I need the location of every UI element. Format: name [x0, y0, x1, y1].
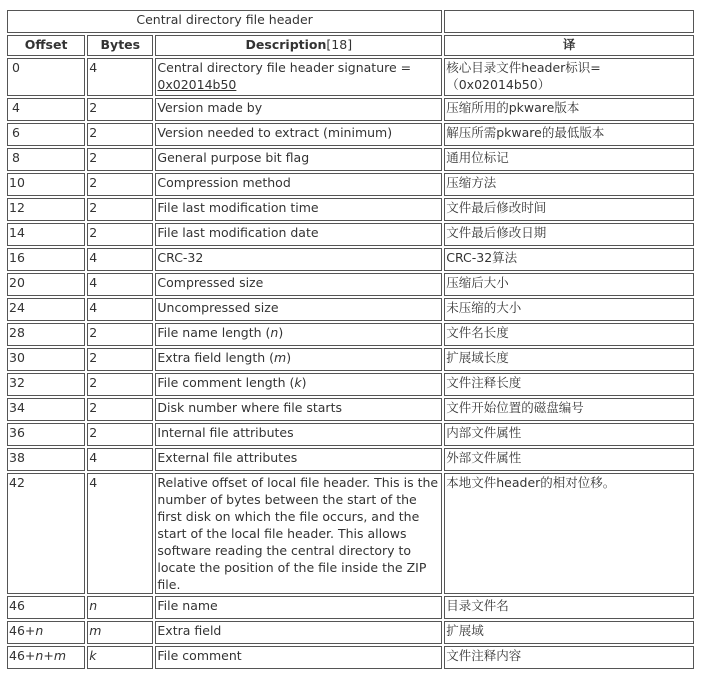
offset-cell: 30: [7, 348, 85, 371]
description-close: ): [278, 325, 284, 340]
variable-k: k: [294, 375, 302, 390]
table-row: [7, 398, 694, 421]
description-cell: CRC-32: [155, 248, 442, 271]
offset-cell: 0: [7, 58, 85, 96]
offset-cell: 16: [7, 248, 85, 271]
description-cell: Disk number where file starts: [155, 398, 442, 421]
offset-cell: 36: [7, 423, 85, 446]
description-cell: Compressed size: [155, 273, 442, 296]
bytes-cell: 2: [87, 198, 153, 221]
offset-cell: 12: [7, 198, 85, 221]
bytes-cell: 4: [87, 448, 153, 471]
offset-cell: [7, 621, 85, 644]
bytes-cell: 2: [87, 123, 153, 146]
bytes-cell: 2: [87, 223, 153, 246]
table-row: [7, 148, 694, 171]
table-row: [7, 323, 694, 346]
offset-plus: +: [43, 648, 54, 663]
header-offset: Offset: [7, 35, 85, 56]
bytes-cell: 2: [87, 398, 153, 421]
bytes-cell: m: [87, 621, 153, 644]
description-cell: File last modification date: [155, 223, 442, 246]
table-title: Central directory file header: [7, 10, 442, 33]
bytes-cell: 2: [87, 373, 153, 396]
offset-prefix: 46+: [9, 648, 36, 663]
description-close: ): [301, 375, 307, 390]
description-cell: File last modification time: [155, 198, 442, 221]
table-row: [7, 173, 694, 196]
offset-cell: [7, 646, 85, 669]
offset-cell: 4: [7, 98, 85, 121]
table-row: [7, 448, 694, 471]
bytes-cell: n: [87, 596, 153, 619]
description-cell: Version made by: [155, 98, 442, 121]
zip-header-table-wrapper: [5, 8, 696, 671]
bytes-cell: 4: [87, 248, 153, 271]
table-row: [7, 248, 694, 271]
header-description: [155, 35, 442, 56]
description-close: ): [286, 350, 292, 365]
translation-cell: 内部文件属性: [444, 423, 694, 446]
translation-cell: 未压缩的大小: [444, 298, 694, 321]
offset-cell: 32: [7, 373, 85, 396]
table-row: [7, 596, 694, 619]
table-row: [7, 98, 694, 121]
offset-cell: 38: [7, 448, 85, 471]
offset-cell: 10: [7, 173, 85, 196]
offset-prefix: 46+: [9, 623, 36, 638]
bytes-cell: 2: [87, 173, 153, 196]
translation-cell: 核心目录文件header标识=（0x02014b50）: [444, 58, 694, 96]
description-text: File comment length (: [157, 375, 295, 390]
table-row: [7, 298, 694, 321]
translation-cell: 扩展域长度: [444, 348, 694, 371]
header-translation: 译: [444, 35, 694, 56]
description-cell: [155, 323, 442, 346]
header-description-label: Description: [245, 37, 327, 52]
offset-variable-2: m: [53, 648, 66, 663]
bytes-cell: 4: [87, 58, 153, 96]
translation-cell: 文件注释长度: [444, 373, 694, 396]
variable-n: n: [270, 325, 279, 340]
translation-cell: 压缩方法: [444, 173, 694, 196]
table-row: [7, 123, 694, 146]
description-cell: Relative offset of local file header. This is the number of bytes between the start of the first disk on which the file occurs, and the start of the local file header. This allows software reading the central directory to locate the position of the file inside the ZIP file.: [155, 473, 442, 594]
table-row: [7, 621, 694, 644]
table-row: [7, 58, 694, 96]
offset-cell: 6: [7, 123, 85, 146]
translation-cell: CRC-32算法: [444, 248, 694, 271]
bytes-cell: k: [87, 646, 153, 669]
table-row: [7, 198, 694, 221]
offset-cell: 8: [7, 148, 85, 171]
offset-cell: 46: [7, 596, 85, 619]
offset-variable: n: [35, 648, 44, 663]
description-cell: [155, 373, 442, 396]
title-empty-cell: [444, 10, 694, 33]
description-cell: Extra field: [155, 621, 442, 644]
bytes-cell: 2: [87, 423, 153, 446]
description-text: Central directory file header signature =: [157, 60, 412, 75]
description-cell: File name: [155, 596, 442, 619]
bytes-cell: 4: [87, 473, 153, 594]
offset-cell: 28: [7, 323, 85, 346]
translation-cell: 文件注释内容: [444, 646, 694, 669]
table-row: [7, 646, 694, 669]
signature-link[interactable]: 0x02014b50: [157, 77, 237, 92]
offset-variable: n: [35, 623, 44, 638]
table-row: [7, 423, 694, 446]
description-cell: Uncompressed size: [155, 298, 442, 321]
table-row: [7, 348, 694, 371]
header-bytes: Bytes: [87, 35, 153, 56]
translation-cell: 本地文件header的相对位移。: [444, 473, 694, 594]
bytes-cell: 2: [87, 148, 153, 171]
bytes-cell: 2: [87, 98, 153, 121]
offset-cell: 14: [7, 223, 85, 246]
central-directory-table: [5, 8, 696, 671]
translation-cell: 解压所需pkware的最低版本: [444, 123, 694, 146]
header-row: [7, 35, 694, 56]
bytes-cell: 4: [87, 298, 153, 321]
description-cell: [155, 348, 442, 371]
header-description-ref[interactable]: [18]: [326, 37, 353, 52]
description-cell: Internal file attributes: [155, 423, 442, 446]
variable-m: m: [274, 350, 287, 365]
table-row: [7, 373, 694, 396]
table-row: [7, 223, 694, 246]
translation-cell: 通用位标记: [444, 148, 694, 171]
translation-cell: 文件开始位置的磁盘编号: [444, 398, 694, 421]
offset-cell: 34: [7, 398, 85, 421]
offset-cell: 42: [7, 473, 85, 594]
offset-cell: 20: [7, 273, 85, 296]
translation-cell: 文件最后修改时间: [444, 198, 694, 221]
translation-cell: 外部文件属性: [444, 448, 694, 471]
translation-cell: 目录文件名: [444, 596, 694, 619]
bytes-cell: 2: [87, 348, 153, 371]
description-cell: Version needed to extract (minimum): [155, 123, 442, 146]
bytes-cell: 2: [87, 323, 153, 346]
title-row: [7, 10, 694, 33]
description-cell: General purpose bit flag: [155, 148, 442, 171]
bytes-cell: 4: [87, 273, 153, 296]
offset-cell: 24: [7, 298, 85, 321]
description-text: Extra field length (: [157, 350, 275, 365]
description-cell: File comment: [155, 646, 442, 669]
description-cell: External file attributes: [155, 448, 442, 471]
translation-cell: 文件名长度: [444, 323, 694, 346]
description-cell: Compression method: [155, 173, 442, 196]
translation-cell: 文件最后修改日期: [444, 223, 694, 246]
description-text: File name length (: [157, 325, 271, 340]
table-row: [7, 273, 694, 296]
table-row: [7, 473, 694, 594]
translation-cell: 压缩所用的pkware版本: [444, 98, 694, 121]
translation-cell: 压缩后大小: [444, 273, 694, 296]
description-cell: [155, 58, 442, 96]
translation-cell: 扩展域: [444, 621, 694, 644]
